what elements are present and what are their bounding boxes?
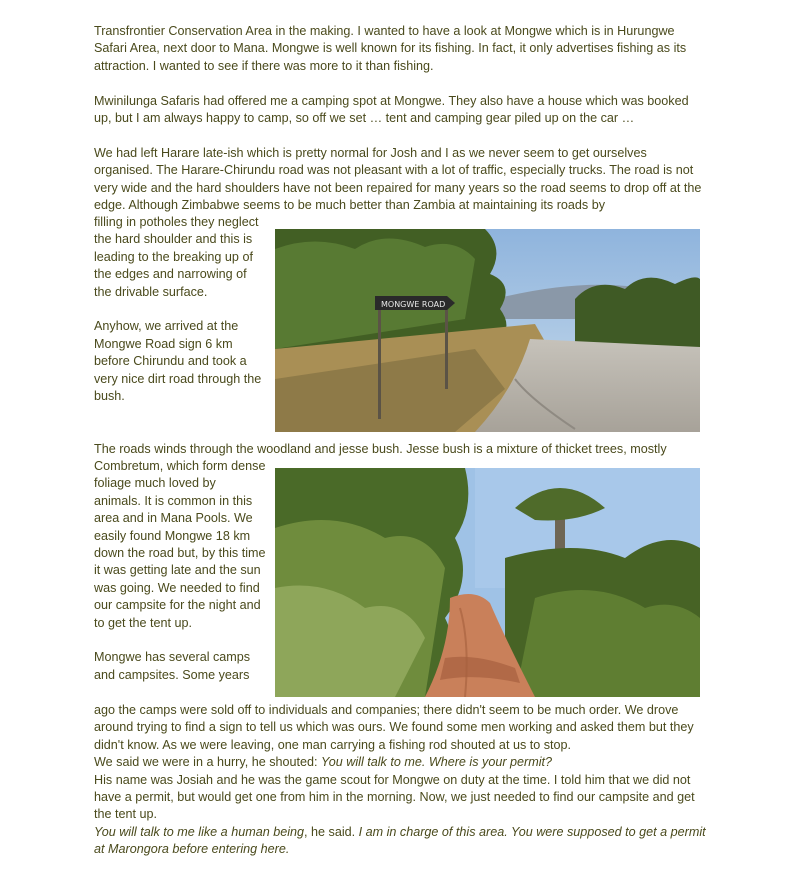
paragraph-9 <box>94 824 709 859</box>
paragraph-2: Mwinilunga Safaris had offered me a camping spot at Mongwe. They also have a house which was booked up, but I am always happy to camp, so off we set … tent and camping gear piled up on the car … <box>94 93 689 126</box>
text-column-bottom <box>94 702 709 859</box>
paragraph-3: We had left Harare late-ish which is pretty normal for Josh and I as we never seem to get ourselves organised. The Harare-Chirundu road was not pleasant with a lot of traffic, especially trucks. The road is not very wide and the hard shoulders have not been repaired for many years so the road seems to drop off at the edge. Although Zimbabwe seems to be much better than Zambia at maintaining its roads by <box>94 145 702 213</box>
paragraph-7-lead: We said we were in a hurry, he shouted: <box>94 755 322 770</box>
paragraph-8: His name was Josiah and he was the game scout for Mongwe on duty at the time. I told him that we did not have a permit, but would get one from him in the morning. Now, we just needed to find our campsite and get the tent up. <box>94 772 695 822</box>
paragraph-5: The roads winds through the woodland and jesse bush. Jesse bush is a mixture of thicket trees, mostly <box>94 442 667 456</box>
paragraph-5-continued: Combretum, which form dense foliage much loved by animals. It is common in this area and in Mana Pools. We easily found Mongwe 18 km down the road but, by this time it was getting late and the sun was going. We needed to find our campsite for the night and to get the tent up. <box>94 459 266 630</box>
bush-track-photo <box>275 468 700 697</box>
side-text-block-1 <box>94 214 266 405</box>
paragraph-6-start: Mongwe has several camps and campsites. Some years <box>94 650 251 682</box>
paragraph-1: Transfrontier Conservation Area in the making. I wanted to have a look at Mongwe which is in Hurungwe Safari Area, next door to Mana. Mongwe is well known for its fishing. In fact, it only advertises fishing as its attraction. I wanted to see if there was more to it than fishing. <box>94 24 687 73</box>
paragraph-7 <box>94 754 709 771</box>
text-column-top <box>94 23 706 214</box>
paragraph-6: ago the camps were sold off to individuals and companies; there didn't seem to be much order. We drove around trying to find a sign to tell us which was ours. We found some men working and asked them but they didn't know. As we were leaving, one man carrying a fishing rod shouted at us to stop. <box>94 703 694 752</box>
road-sign-photo-illustration <box>275 229 700 432</box>
paragraph-9-mid: , he said. <box>304 824 359 839</box>
text-line-after-photo-1 <box>94 441 709 458</box>
bush-track-photo-illustration <box>275 468 700 697</box>
road-sign-photo <box>275 229 700 432</box>
paragraph-9-quote-1: You will talk to me like a human being <box>94 824 305 839</box>
paragraph-4: Anyhow, we arrived at the Mongwe Road sign 6 km before Chirundu and took a very nice dirt road through the bush. <box>94 319 262 404</box>
road-sign-text: MONGWE ROAD <box>381 300 446 309</box>
paragraph-7-quote: You will talk to me. Where is your permit? <box>321 755 553 770</box>
paragraph-3-continued: filling in potholes they neglect the hard shoulder and this is leading to the breaking up of the edges and narrowing of the drivable surface. <box>94 215 259 299</box>
paragraph-9-quote-2: I am in charge of this area. You were supposed to get a permit at Marongora before entering here. <box>94 824 706 857</box>
side-text-block-2 <box>94 458 266 684</box>
